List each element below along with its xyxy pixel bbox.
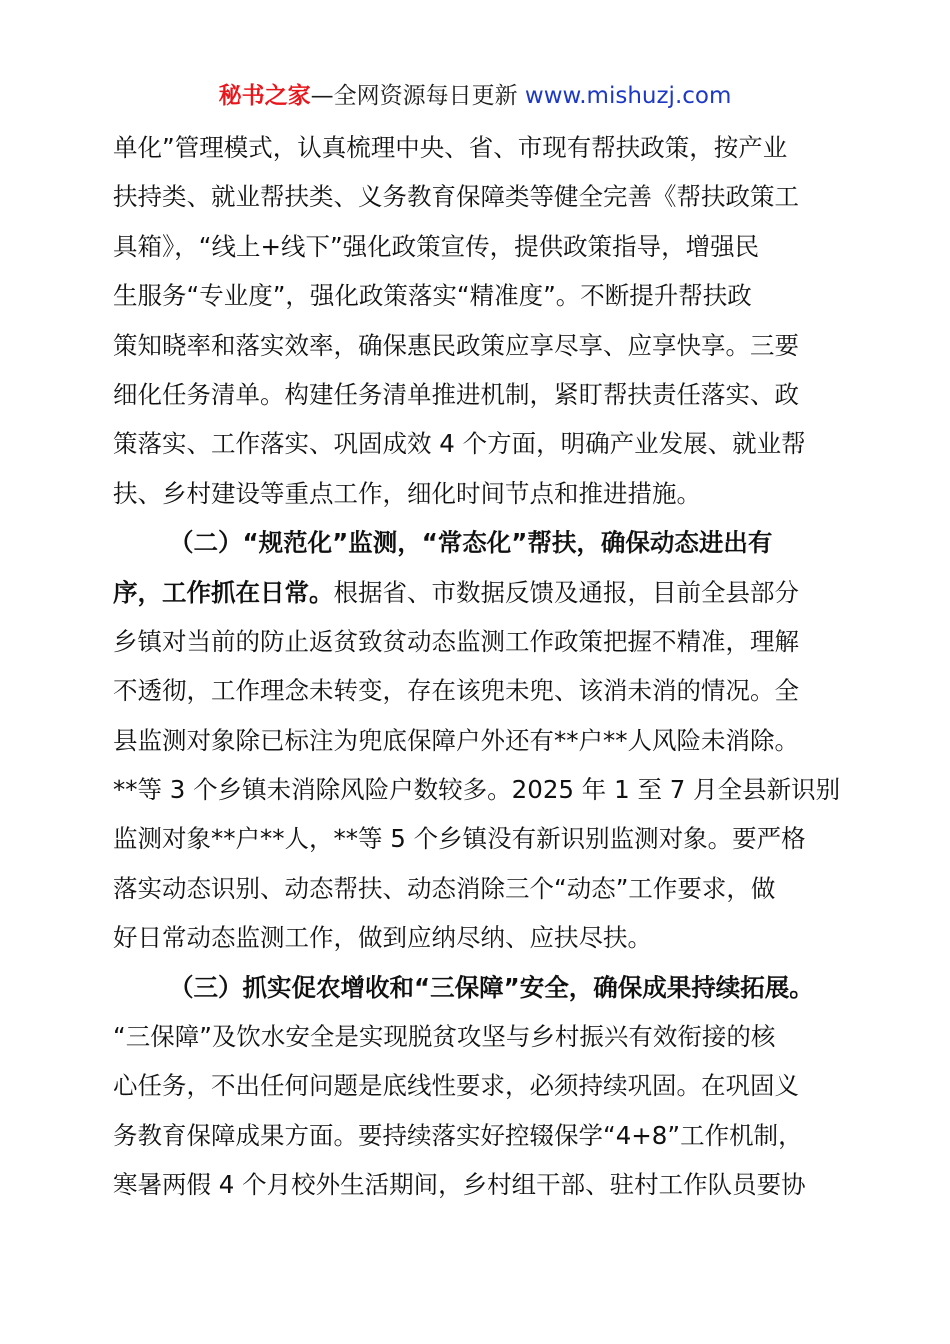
text-line bbox=[113, 765, 843, 814]
text-line bbox=[113, 814, 843, 863]
text-line bbox=[113, 123, 843, 172]
body-text: 寒暑两假 4 个月校外生活期间，乡村组干部、驻村工作队员要协 bbox=[113, 1170, 806, 1200]
body-text: 务教育保障成果方面。要持续落实好控辍保学“4+8”工作机制， bbox=[113, 1120, 803, 1150]
text-line bbox=[113, 617, 843, 666]
body-text: 县监测对象除已标注为兜底保障户外还有**户**人风险未消除。 bbox=[113, 725, 799, 755]
body-text: 心任务，不出任何问题是底线性要求，必须持续巩固。在巩固义 bbox=[113, 1071, 799, 1101]
site-url[interactable]: www.mishuzj.com bbox=[524, 83, 732, 109]
text-line bbox=[113, 370, 843, 419]
text-line bbox=[113, 518, 843, 567]
text-line bbox=[113, 419, 843, 468]
text-line bbox=[113, 666, 843, 715]
body-text: 具箱》，“线上+线下”强化政策宣传，提供政策指导，增强民 bbox=[113, 231, 760, 261]
body-text: 策知晓率和落实效率，确保惠民政策应享尽享、应享快享。三要 bbox=[113, 330, 799, 360]
text-line bbox=[113, 222, 843, 271]
text-line bbox=[113, 963, 843, 1012]
body-text: 好日常动态监测工作，做到应纳尽纳、应扶尽扶。 bbox=[113, 923, 652, 953]
body-text: 生服务“专业度”，强化政策落实“精准度”。不断提升帮扶政 bbox=[113, 281, 752, 311]
text-line bbox=[113, 1061, 843, 1110]
header-tagline: —全网资源每日更新 bbox=[310, 83, 525, 109]
body-text: 根据省、市数据反馈及通报，目前全县部分 bbox=[333, 577, 799, 607]
text-line bbox=[113, 716, 843, 765]
text-line bbox=[113, 1111, 843, 1160]
text-line bbox=[113, 321, 843, 370]
text-line bbox=[113, 1012, 843, 1061]
text-line bbox=[113, 469, 843, 518]
body-text: 监测对象**户**人，**等 5 个乡镇没有新识别监测对象。要严格 bbox=[113, 824, 806, 854]
body-text: 乡镇对当前的防止返贫致贫动态监测工作政策把握不精准，理解 bbox=[113, 626, 799, 656]
brand-name: 秘书之家 bbox=[218, 83, 311, 109]
text-line bbox=[113, 568, 843, 617]
heading-text: 序，工作抓在日常。 bbox=[113, 577, 334, 607]
body-text: **等 3 个乡镇未消除风险户数较多。2025 年 1 至 7 月全县新识别 bbox=[113, 775, 841, 805]
site-header bbox=[0, 80, 950, 112]
body-text: 落实动态识别、动态帮扶、动态消除三个“动态”工作要求，做 bbox=[113, 873, 776, 903]
text-line bbox=[113, 1160, 843, 1209]
body-text: 单化”管理模式，认真梳理中央、省、市现有帮扶政策，按产业 bbox=[113, 133, 788, 162]
text-line bbox=[113, 864, 843, 913]
document-body bbox=[113, 123, 843, 1210]
body-text: 策落实、工作落实、巩固成效 4 个方面，明确产业发展、就业帮 bbox=[113, 429, 806, 459]
body-text: 细化任务清单。构建任务清单推进机制，紧盯帮扶责任落实、政 bbox=[113, 379, 799, 409]
body-text: “三保障”及饮水安全是实现脱贫攻坚与乡村振兴有效衔接的核 bbox=[113, 1022, 776, 1052]
heading-text: （三）抓实促农增收和“三保障”安全，确保成果持续拓展。 bbox=[169, 972, 814, 1002]
body-text: 扶持类、就业帮扶类、义务教育保障类等健全完善《帮扶政策工 bbox=[113, 182, 799, 212]
heading-text: （二）“规范化”监测，“常态化”帮扶，确保动态进出有 bbox=[169, 528, 773, 558]
text-line bbox=[113, 172, 843, 221]
body-text: 扶、乡村建设等重点工作，细化时间节点和推进措施。 bbox=[113, 478, 701, 508]
text-line bbox=[113, 271, 843, 320]
body-text: 不透彻，工作理念未转变，存在该兜未兜、该消未消的情况。全 bbox=[113, 676, 799, 706]
text-line bbox=[113, 913, 843, 962]
